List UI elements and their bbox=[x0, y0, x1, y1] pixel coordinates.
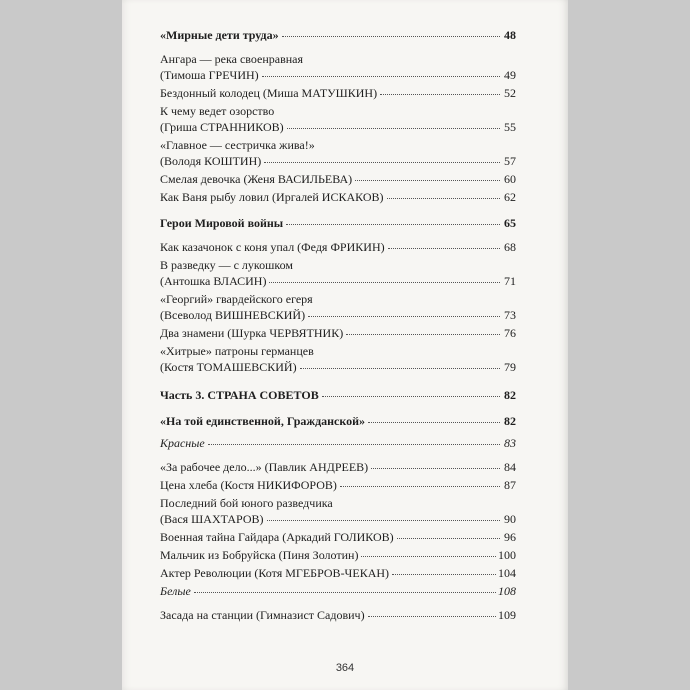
toc-page-number: 48 bbox=[504, 28, 516, 42]
toc-entry-title: «Хитрые» патроны германцев bbox=[160, 344, 314, 358]
toc-entry-title: «Главное — сестричка жива!» bbox=[160, 138, 315, 152]
toc-entry bbox=[160, 495, 516, 527]
toc-page-number: 82 bbox=[504, 414, 516, 428]
leader-dots bbox=[346, 333, 500, 335]
leader-dots bbox=[262, 75, 500, 77]
toc-entry bbox=[160, 387, 516, 403]
toc-page-number: 60 bbox=[504, 172, 516, 186]
toc-entry-title: Как Ваня рыбу ловил (Иргалей ИСКАКОВ) bbox=[160, 190, 384, 204]
toc-page-number: 65 bbox=[504, 216, 516, 230]
toc-entry-title: Белые bbox=[160, 584, 191, 598]
toc-entry-title: Засада на станции (Гимназист Садович) bbox=[160, 608, 365, 622]
toc-entry bbox=[160, 189, 516, 205]
toc-page-number: 55 bbox=[504, 120, 516, 134]
toc-entry-title: Герои Мировой войны bbox=[160, 216, 284, 230]
toc-entry-title: Актер Революции (Котя МГЕБРОВ-ЧЕКАН) bbox=[160, 566, 390, 580]
toc-entry bbox=[160, 85, 516, 101]
leader-dots bbox=[368, 421, 500, 423]
toc-page-number: 84 bbox=[504, 460, 516, 474]
toc-entry bbox=[160, 583, 516, 599]
leader-dots bbox=[397, 537, 500, 539]
leader-dots bbox=[269, 281, 500, 283]
toc-entry bbox=[160, 547, 516, 563]
toc-page-number: 108 bbox=[498, 584, 516, 598]
leader-dots bbox=[267, 519, 501, 521]
toc-entry-title: Смелая девочка (Женя ВАСИЛЬЕВА) bbox=[160, 172, 353, 186]
toc-entry-title: Ангара — река своенравная bbox=[160, 52, 304, 66]
toc-page-number: 76 bbox=[504, 326, 516, 340]
leader-dots bbox=[287, 127, 500, 129]
toc-entry-title: Бездонный колодец (Миша МАТУШКИН) bbox=[160, 86, 378, 100]
leader-dots bbox=[371, 467, 500, 469]
toc-entry-subtitle: (Гриша СТРАННИКОВ) bbox=[160, 120, 284, 134]
toc-entry-title: Два знамени (Шурка ЧЕРВЯТНИК) bbox=[160, 326, 344, 340]
toc-entry bbox=[160, 171, 516, 187]
toc-entry-title: Красные bbox=[160, 436, 205, 450]
table-of-contents bbox=[160, 27, 516, 623]
toc-entry-title: Как казачонок с коня упал (Федя ФРИКИН) bbox=[160, 240, 385, 254]
toc-entry bbox=[160, 291, 516, 323]
leader-dots bbox=[194, 591, 496, 593]
toc-page-number: 52 bbox=[504, 86, 516, 100]
toc-entry-title: К чему ведет озорство bbox=[160, 104, 275, 118]
toc-entry-title: В разведку — с лукошком bbox=[160, 258, 293, 272]
toc-entry-title: «Мирные дети труда» bbox=[160, 28, 279, 42]
toc-page-number: 83 bbox=[504, 436, 516, 450]
toc-entry bbox=[160, 435, 516, 451]
toc-entry-subtitle: (Вася ШАХТАРОВ) bbox=[160, 512, 264, 526]
toc-page-number: 96 bbox=[504, 530, 516, 544]
toc-entry bbox=[160, 477, 516, 493]
toc-entry-title: Военная тайна Гайдара (Аркадий ГОЛИКОВ) bbox=[160, 530, 394, 544]
toc-entry bbox=[160, 103, 516, 135]
toc-page-number: 87 bbox=[504, 478, 516, 492]
toc-entry bbox=[160, 27, 516, 43]
leader-dots bbox=[322, 395, 500, 397]
toc-entry-subtitle: (Всеволод ВИШНЕВСКИЙ) bbox=[160, 308, 306, 322]
toc-entry bbox=[160, 459, 516, 475]
leader-dots bbox=[282, 35, 500, 37]
toc-page-number: 73 bbox=[504, 308, 516, 322]
toc-page-number: 79 bbox=[504, 360, 516, 374]
leader-dots bbox=[388, 247, 500, 249]
toc-entry bbox=[160, 343, 516, 375]
toc-page-number: 100 bbox=[498, 548, 516, 562]
toc-entry-title: Последний бой юного разведчика bbox=[160, 496, 333, 510]
toc-entry-title: Часть 3. СТРАНА СОВЕТОВ bbox=[160, 388, 319, 402]
toc-page-number: 82 bbox=[504, 388, 516, 402]
toc-entry-subtitle: (Володя КОШТИН) bbox=[160, 154, 262, 168]
leader-dots bbox=[300, 367, 500, 369]
toc-entry bbox=[160, 137, 516, 169]
toc-entry-title: «Георгий» гвардейского егеря bbox=[160, 292, 313, 306]
toc-entry bbox=[160, 529, 516, 545]
toc-entry-title: Мальчик из Бобруйска (Пиня Золотин) bbox=[160, 548, 359, 562]
toc-entry bbox=[160, 565, 516, 581]
toc-entry bbox=[160, 257, 516, 289]
toc-entry bbox=[160, 239, 516, 255]
toc-entry-title: «За рабочее дело...» (Павлик АНДРЕЕВ) bbox=[160, 460, 369, 474]
toc-page-number: 57 bbox=[504, 154, 516, 168]
leader-dots bbox=[368, 615, 496, 617]
toc-entry-subtitle: (Антошка ВЛАСИН) bbox=[160, 274, 267, 288]
leader-dots bbox=[392, 573, 496, 575]
toc-page-number: 62 bbox=[504, 190, 516, 204]
leader-dots bbox=[286, 223, 500, 225]
toc-entry bbox=[160, 325, 516, 341]
toc-entry-title: Цена хлеба (Костя НИКИФОРОВ) bbox=[160, 478, 337, 492]
toc-page-number: 71 bbox=[504, 274, 516, 288]
toc-entry bbox=[160, 51, 516, 83]
toc-entry bbox=[160, 215, 516, 231]
toc-page-number: 68 bbox=[504, 240, 516, 254]
toc-page-number: 90 bbox=[504, 512, 516, 526]
leader-dots bbox=[208, 443, 500, 445]
toc-entry-subtitle: (Тимоша ГРЕЧИН) bbox=[160, 68, 259, 82]
toc-entry-title: «На той единственной, Гражданской» bbox=[160, 414, 366, 428]
leader-dots bbox=[264, 161, 500, 163]
toc-entry-subtitle: (Костя ТОМАШЕВСКИЙ) bbox=[160, 360, 297, 374]
leader-dots bbox=[340, 485, 500, 487]
toc-page-number: 104 bbox=[498, 566, 516, 580]
page-number: 364 bbox=[335, 662, 355, 674]
leader-dots bbox=[387, 197, 500, 199]
leader-dots bbox=[308, 315, 500, 317]
leader-dots bbox=[380, 93, 500, 95]
toc-entry bbox=[160, 607, 516, 623]
toc-page-number: 49 bbox=[504, 68, 516, 82]
toc-page-number: 109 bbox=[498, 608, 516, 622]
toc-entry bbox=[160, 413, 516, 429]
leader-dots bbox=[355, 179, 500, 181]
leader-dots bbox=[361, 555, 496, 557]
